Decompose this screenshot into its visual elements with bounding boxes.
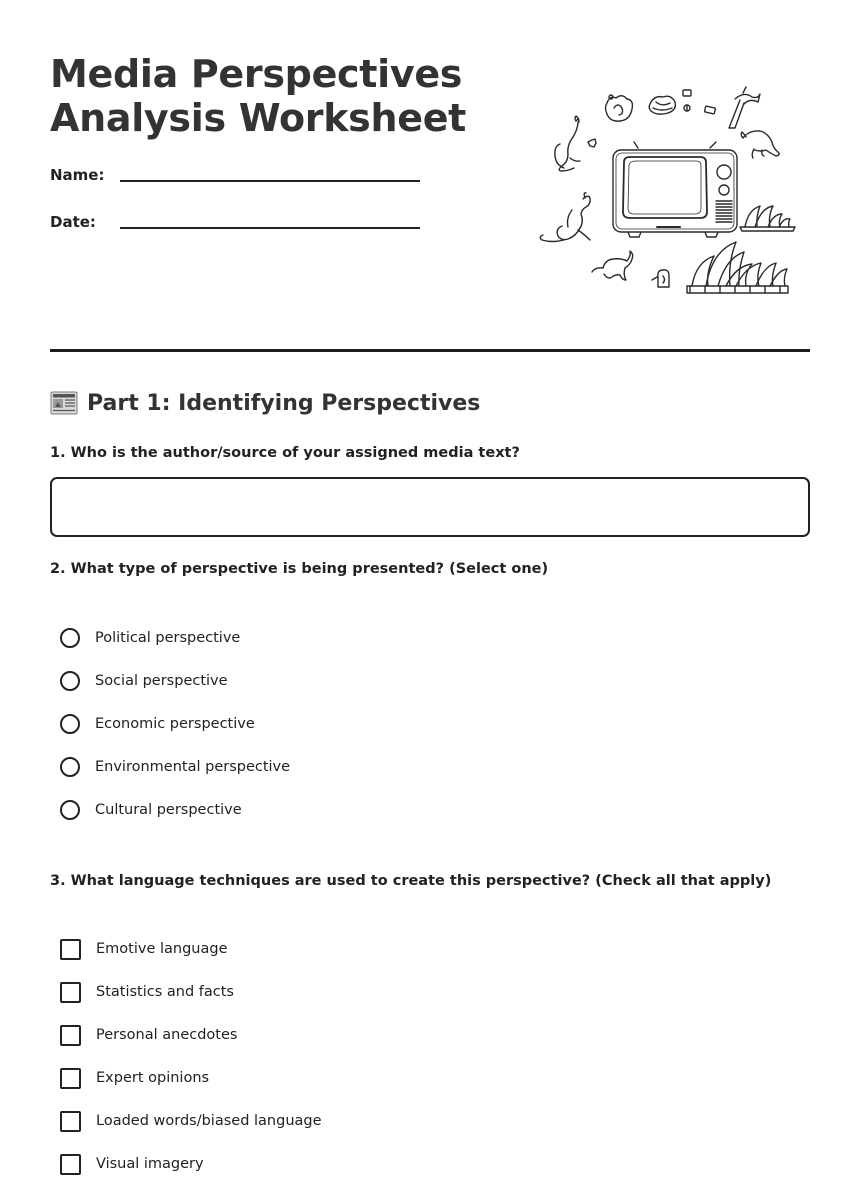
checkbox[interactable] (60, 939, 81, 960)
worksheet-title (50, 52, 510, 140)
checkbox-option[interactable] (60, 979, 480, 1005)
checkbox-option-label: Emotive language (96, 941, 228, 957)
part1-heading (50, 386, 480, 420)
date-label: Date: (50, 213, 96, 231)
checkbox-option-label: Visual imagery (96, 1156, 204, 1172)
newspaper-icon (50, 390, 78, 416)
checkbox[interactable] (60, 982, 81, 1003)
checkbox[interactable] (60, 1154, 81, 1175)
checkbox-option[interactable] (60, 1022, 480, 1048)
checkbox-option-label: Personal anecdotes (96, 1027, 238, 1043)
question-3: 3. What language techniques are used to create this perspective? (Check all that apply) (50, 873, 772, 889)
checkbox-option[interactable] (60, 1065, 480, 1091)
checkbox-option-label: Loaded words/biased language (96, 1113, 322, 1129)
radio-option[interactable] (60, 668, 480, 694)
checkbox-option-label: Statistics and facts (96, 984, 234, 1000)
name-label: Name: (50, 166, 105, 184)
checkbox-option-label: Expert opinions (96, 1070, 210, 1086)
radio-option[interactable] (60, 625, 480, 651)
name-field (50, 166, 430, 196)
radio-option-label: Social perspective (95, 673, 228, 689)
title-line-1: Media Perspectives (50, 52, 463, 96)
checkbox[interactable] (60, 1068, 81, 1089)
checkbox[interactable] (60, 1025, 81, 1046)
television-icon (613, 142, 737, 237)
question-2: 2. What type of perspective is being presented? (Select one) (50, 561, 549, 577)
date-field (50, 213, 430, 243)
checkbox-option[interactable] (60, 1108, 480, 1134)
radio-option-label: Cultural perspective (95, 802, 242, 818)
checkbox[interactable] (60, 1111, 81, 1132)
checkbox-option[interactable] (60, 1151, 480, 1177)
title-line-2: Analysis Worksheet (50, 96, 467, 140)
radio-option-label: Political perspective (95, 630, 241, 646)
question-1: 1. Who is the author/source of your assigned media text? (50, 445, 520, 461)
radio-option-label: Economic perspective (95, 716, 255, 732)
part1-heading-text: Part 1: Identifying Perspectives (87, 390, 481, 416)
radio-button[interactable] (60, 628, 80, 648)
radio-button[interactable] (60, 671, 80, 691)
name-input-line[interactable] (120, 180, 420, 182)
radio-option[interactable] (60, 754, 480, 780)
section-divider (50, 349, 810, 352)
australian-media-doodle-icon (530, 80, 810, 310)
radio-option[interactable] (60, 711, 480, 737)
author-source-answer-box[interactable] (50, 477, 810, 537)
radio-option-label: Environmental perspective (95, 759, 291, 775)
radio-button[interactable] (60, 714, 80, 734)
radio-option[interactable] (60, 797, 480, 823)
checkbox-option[interactable] (60, 936, 480, 962)
date-input-line[interactable] (120, 227, 420, 229)
radio-button[interactable] (60, 800, 80, 820)
radio-button[interactable] (60, 757, 80, 777)
